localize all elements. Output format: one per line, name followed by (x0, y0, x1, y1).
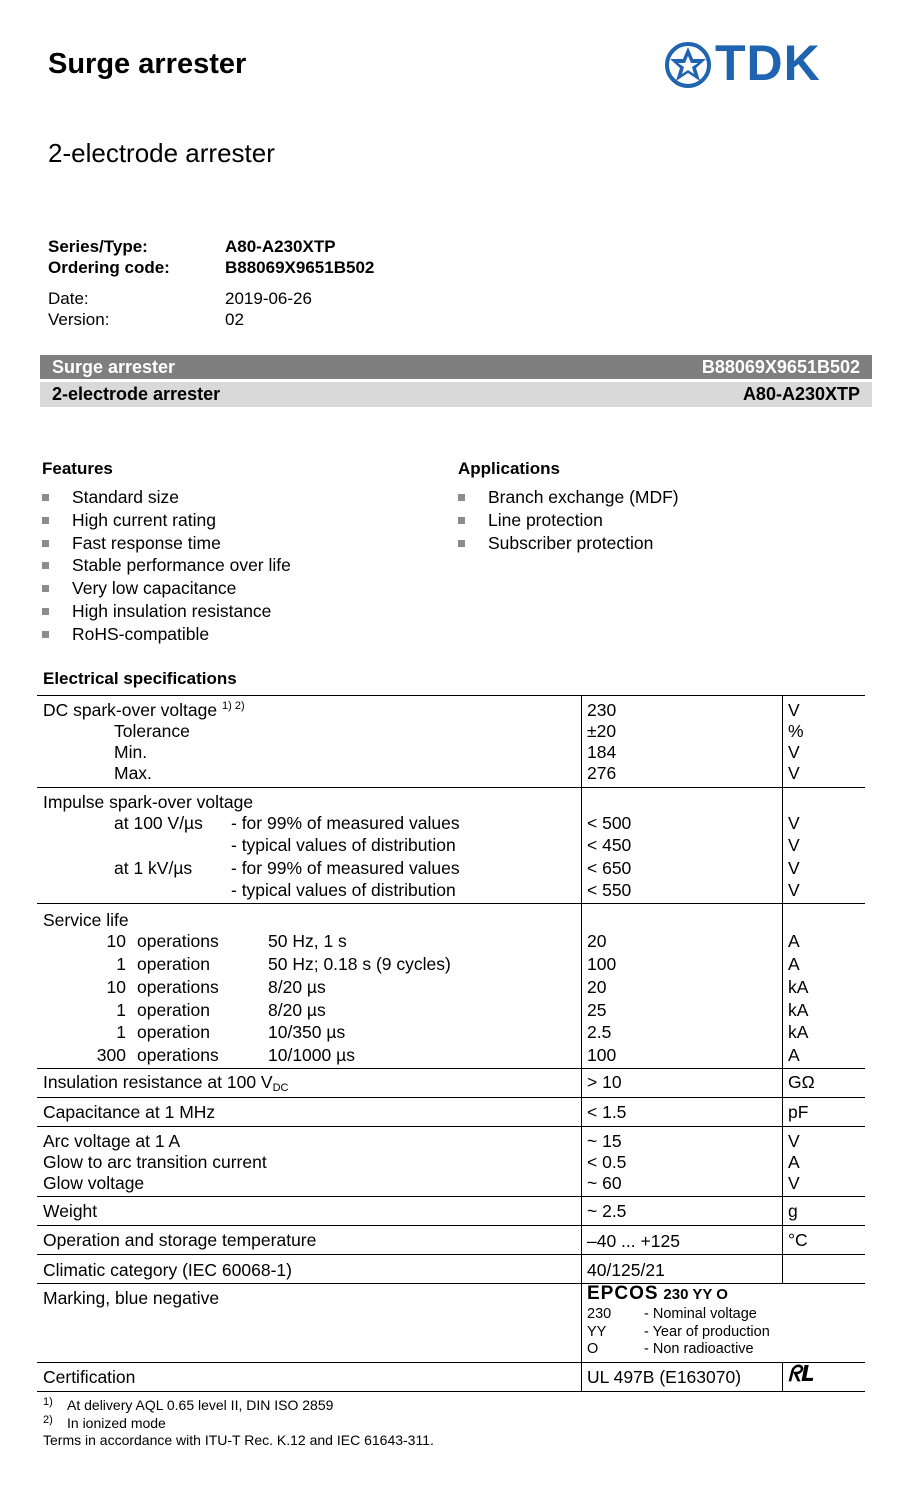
cell-count: 1 (116, 1022, 126, 1042)
cell-value: < 500 (587, 813, 632, 833)
cell-unit: A (788, 931, 800, 951)
table-row-label: at 100 V/µs (114, 813, 203, 833)
cell-label: operations (137, 931, 219, 951)
table-rule (37, 1362, 865, 1363)
table-row-label: Tolerance (114, 721, 190, 741)
series-value: A80-A230XTP (225, 237, 336, 256)
cell-unit: GΩ (788, 1072, 815, 1092)
cell-unit: V (788, 1131, 800, 1151)
cell-label: operations (137, 1045, 219, 1065)
table-row-label: - for 99% of measured values (231, 813, 460, 833)
cell-unit: pF (788, 1102, 809, 1122)
band-type-name: 2-electrode arrester (52, 384, 221, 404)
cell-unit: A (788, 1152, 800, 1172)
series-label: Series/Type: (48, 237, 148, 256)
cell-value: 20 (587, 977, 607, 997)
table-row-label: Capacitance at 1 MHz (43, 1102, 216, 1122)
specs-heading: Electrical specifications (43, 669, 237, 688)
cell-label: operation (137, 954, 210, 974)
band-product-name: Surge arrester (52, 357, 176, 377)
table-rule (37, 1126, 865, 1127)
table-row-label: Glow to arc transition current (43, 1152, 267, 1172)
version-value: 02 (225, 310, 244, 329)
tdk-logo-text: TDK (715, 35, 821, 91)
table-row-label: Min. (114, 742, 148, 762)
cell-value: 100 (587, 1045, 617, 1065)
cell-value: 2.5 (587, 1022, 612, 1042)
cell-condition: 10/350 µs (268, 1022, 346, 1042)
table-rule (37, 1097, 865, 1098)
table-row-label: Marking, blue negative (43, 1288, 220, 1308)
cell-value: 100 (587, 954, 617, 974)
table-rule (37, 1068, 865, 1069)
table-row-label: - typical values of distribution (231, 880, 456, 900)
cell-value: < 1.5 (587, 1102, 627, 1122)
table-rule (37, 787, 865, 788)
list-item: High insulation resistance (42, 601, 422, 624)
footnotes (43, 1396, 863, 1448)
marking-desc: - Nominal voltage (644, 1306, 757, 1322)
cell-unit: °C (788, 1230, 808, 1250)
cell-count: 300 (96, 1045, 126, 1065)
table-rule (37, 695, 865, 696)
marking-key: 230 (587, 1306, 612, 1322)
cell-value: < 450 (587, 835, 632, 855)
table-row-label: at 1 kV/µs (114, 858, 193, 878)
cell-value: 25 (587, 1000, 607, 1020)
cell-unit: kA (788, 1022, 809, 1042)
page-title: Surge arrester (48, 48, 247, 80)
table-rule (37, 1196, 865, 1197)
marking-desc: - Year of production (644, 1324, 770, 1340)
cell-value: 184 (587, 742, 617, 762)
table-rule (37, 1283, 865, 1284)
list-item: Fast response time (42, 533, 422, 556)
table-row-label: Operation and storage temperature (43, 1230, 317, 1250)
cell-unit: V (788, 742, 800, 762)
cell-value: < 0.5 (587, 1152, 627, 1172)
cell-value: ~ 2.5 (587, 1201, 627, 1221)
table-row-label: Arc voltage at 1 A (43, 1131, 181, 1151)
table-row-label: Max. (114, 763, 152, 783)
column-divider (782, 1363, 783, 1392)
cell-value: > 10 (587, 1072, 622, 1092)
list-item: Subscriber protection (458, 533, 838, 556)
table-row-label: - typical values of distribution (231, 835, 456, 855)
cell-value: 40/125/21 (587, 1260, 665, 1280)
cell-unit: V (788, 880, 800, 900)
footnote-2: 2) In ionized mode (43, 1414, 166, 1431)
cell-value: –40 ... +125 (587, 1231, 680, 1251)
cell-label: operations (137, 977, 219, 997)
date-label: Date: (48, 289, 89, 308)
cell-condition: 50 Hz; 0.18 s (9 cycles) (268, 954, 451, 974)
cell-unit: V (788, 858, 800, 878)
marking-key: YY (587, 1324, 607, 1340)
applications-heading: Applications (458, 459, 561, 478)
cell-condition: 8/20 µs (268, 1000, 326, 1020)
cell-unit: kA (788, 977, 809, 997)
features-heading: Features (42, 459, 113, 478)
cell-unit: % (788, 721, 804, 741)
cell-count: 10 (106, 931, 126, 951)
cell-unit: V (788, 813, 800, 833)
table-row-label: Insulation resistance at 100 $V_{DC}$ (43, 1072, 289, 1094)
table-row-label: Glow voltage (43, 1173, 145, 1193)
cell-unit: A (788, 1045, 800, 1065)
footnote-1: 1) At delivery AQL 0.65 level II, DIN ISO 2859 (43, 1396, 334, 1413)
list-item: Standard size (42, 487, 422, 510)
cell-count: 1 (116, 954, 126, 974)
list-item: High current rating (42, 510, 422, 533)
cell-unit: V (788, 1173, 800, 1193)
ordering-value: B88069X9651B502 (225, 258, 375, 277)
band-series: A80-A230XTP (742, 384, 860, 404)
version-label: Version: (48, 310, 110, 329)
table-rule (37, 903, 865, 904)
cell-count: 1 (116, 1000, 126, 1020)
cell-unit: A (788, 954, 800, 974)
list-item: Stable performance over life (42, 555, 422, 578)
table-row-label: DC spark-over voltage $^{1) 2)}$ (43, 700, 245, 720)
marking-epcos: EPCOS 230 YY O (587, 1283, 728, 1304)
page-subtitle: 2-electrode arrester (48, 138, 275, 168)
cell-value: UL 497B (E163070) (587, 1367, 742, 1387)
cell-value: ~ 15 (587, 1131, 622, 1151)
column-divider (782, 695, 783, 1283)
cell-unit: V (788, 835, 800, 855)
cell-condition: 10/1000 µs (268, 1045, 355, 1065)
cell-value: < 550 (587, 880, 632, 900)
marking-key: O (587, 1341, 599, 1357)
table-row-label: Weight (43, 1201, 98, 1221)
table-row-label: Service life (43, 910, 129, 930)
ul-recognized-icon: ᖇᒪ (788, 1362, 815, 1387)
marking-desc: - Non radioactive (644, 1341, 754, 1357)
cell-value: 276 (587, 763, 617, 783)
cell-unit: kA (788, 1000, 809, 1020)
cell-unit: V (788, 763, 800, 783)
column-divider (581, 695, 582, 1392)
ordering-label: Ordering code: (48, 258, 170, 277)
cell-condition: 50 Hz, 1 s (268, 931, 347, 951)
list-item: Very low capacitance (42, 578, 422, 601)
list-item: Line protection (458, 510, 838, 533)
list-item: Branch exchange (MDF) (458, 487, 838, 510)
cell-value: 230 (587, 700, 617, 720)
table-rule (37, 1225, 865, 1226)
cell-condition: 8/20 µs (268, 977, 326, 997)
terms-note: Terms in accordance with ITU-T Rec. K.12 and IEC 61643-311. (43, 1432, 434, 1448)
cell-unit: V (788, 700, 800, 720)
date-value: 2019-06-26 (225, 289, 312, 308)
cell-count: 10 (106, 977, 126, 997)
cell-value: ~ 60 (587, 1173, 622, 1193)
cell-unit: g (788, 1201, 798, 1221)
table-row-label: - for 99% of measured values (231, 858, 460, 878)
list-item: RoHS-compatible (42, 624, 422, 647)
cell-label: operation (137, 1022, 210, 1042)
table-rule (37, 1254, 865, 1255)
cell-value: < 650 (587, 858, 632, 878)
table-row-label: Certification (43, 1367, 136, 1387)
cell-label: operation (137, 1000, 210, 1020)
table-rule (37, 1391, 865, 1392)
cell-value: ±20 (587, 721, 617, 741)
table-row-label: Impulse spark-over voltage (43, 792, 254, 812)
cell-value: 20 (587, 931, 607, 951)
table-row-label: Climatic category (IEC 60068-1) (43, 1260, 292, 1280)
band-ordering-code: B88069X9651B502 (701, 357, 860, 377)
